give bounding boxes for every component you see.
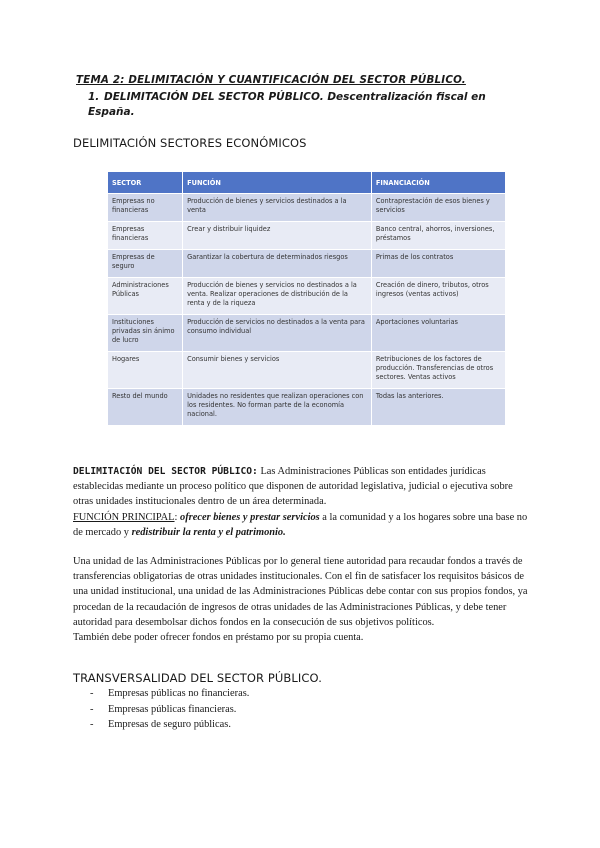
main-function-colon: : xyxy=(174,511,181,523)
table-cell: Empresas financieras xyxy=(108,222,183,250)
table-cell: Empresas de seguro xyxy=(108,250,183,278)
table-cell: Banco central, ahorros, inversiones, préstamos xyxy=(371,222,505,250)
subtitle-text: DELIMITACIÓN DEL SECTOR PÚBLICO. Descentralización fiscal en España. xyxy=(88,91,486,118)
table-row xyxy=(108,389,506,426)
list-bullet: - xyxy=(90,703,94,715)
table-row xyxy=(108,250,506,278)
table-cell: Todas las anteriores. xyxy=(371,389,505,426)
table-header-financing: FINANCIACIÓN xyxy=(371,172,505,194)
table-row xyxy=(108,278,506,315)
table-cell: Creación de dinero, tributos, otros ingresos (ventas activos) xyxy=(371,278,505,315)
table-cell: Primas de los contratos xyxy=(371,250,505,278)
table-cell: Garantizar la cobertura de determinados riesgos xyxy=(183,250,372,278)
table-cell: Empresas no financieras xyxy=(108,194,183,222)
table-row xyxy=(108,352,506,389)
table-row xyxy=(108,222,506,250)
definition-paragraph xyxy=(73,464,533,540)
list-item-text: Empresas públicas financieras. xyxy=(108,703,237,715)
paragraph-text: Una unidad de las Administraciones Públicas por lo general tiene autoridad para recaudar fondos a través de transferencias obligatorias de otras unidades institucionales. Con el fin de satisfacer los requisitos básicos de una unidad institucional, una unidad de las Administraciones Públicas debe contar con sus propios fondos, ya procedan de la recaudación de ingresos de otras unidades de las Administraciones Públicas, y debe tener autoridad para desembolsar dichos fondos en la consecución de sus objetivos políticos. xyxy=(73,556,528,628)
table-header-row xyxy=(108,172,506,194)
table-cell: Contraprestación de esos bienes y servicios xyxy=(371,194,505,222)
table-row xyxy=(108,194,506,222)
definition-text: Las Administraciones Públicas son entidades jurídicas establecidas mediante un proceso político que disponen de autoridad legislativa, judicial o ejecutiva sobre otras unidades institucionales dentro de un área determinada. xyxy=(73,466,513,508)
main-function-text: a la comunidad y a los hogares sobre una base no de mercado y xyxy=(73,511,528,538)
table-cell: Instituciones privadas sin ánimo de lucro xyxy=(108,315,183,352)
page-title: TEMA 2: DELIMITACIÓN Y CUANTIFICACIÓN DEL SECTOR PÚBLICO. xyxy=(76,74,466,86)
public-companies-list xyxy=(90,686,249,733)
body-paragraph xyxy=(73,554,533,645)
list-item xyxy=(90,717,249,733)
main-function-label: FUNCIÓN PRINCIPAL xyxy=(73,511,175,523)
section-heading-transversality: TRANSVERSALIDAD DEL SECTOR PÚBLICO. xyxy=(73,671,322,685)
table-cell: Producción de bienes y servicios no destinados a la venta. Realizar operaciones de distribución de la renta y de la riqueza xyxy=(183,278,372,315)
main-function-emphasis-2: redistribuir la renta y el patrimonio. xyxy=(131,526,286,538)
sectors-table xyxy=(107,171,506,426)
table-cell: Administraciones Públicas xyxy=(108,278,183,315)
table-cell: Aportaciones voluntarias xyxy=(371,315,505,352)
table-header-sector: SECTOR xyxy=(108,172,183,194)
paragraph-text-loans: También debe poder ofrecer fondos en préstamo por su propia cuenta. xyxy=(73,632,364,644)
list-item xyxy=(90,686,249,702)
subtitle-number: 1. xyxy=(88,91,100,103)
table-cell: Consumir bienes y servicios xyxy=(183,352,372,389)
list-item-text: Empresas de seguro públicas. xyxy=(108,719,231,730)
table-cell: Hogares xyxy=(108,352,183,389)
definition-lead: DELIMITACIÓN DEL SECTOR PÚBLICO: xyxy=(73,466,258,477)
table-row xyxy=(108,315,506,352)
section-subtitle xyxy=(88,90,518,120)
table-cell: Retribuciones de los factores de producción. Transferencias de otros sectores. Ventas activos xyxy=(371,352,505,389)
table-cell: Resto del mundo xyxy=(108,389,183,426)
list-item xyxy=(90,702,249,718)
table-header-function: FUNCIÓN xyxy=(183,172,372,194)
list-bullet: - xyxy=(90,719,94,730)
table-cell: Producción de bienes y servicios destinados a la venta xyxy=(183,194,372,222)
table-cell: Producción de servicios no destinados a la venta para consumo individual xyxy=(183,315,372,352)
list-bullet: - xyxy=(90,688,94,699)
main-function-emphasis-1: ofrecer bienes y prestar servicios xyxy=(180,511,320,523)
section-heading-sectors: DELIMITACIÓN SECTORES ECONÓMICOS xyxy=(73,136,307,150)
table-cell: Unidades no residentes que realizan operaciones con los residentes. No forman parte de la economía nacional. xyxy=(183,389,372,426)
list-item-text: Empresas públicas no financieras. xyxy=(108,688,250,699)
table-cell: Crear y distribuir liquidez xyxy=(183,222,372,250)
